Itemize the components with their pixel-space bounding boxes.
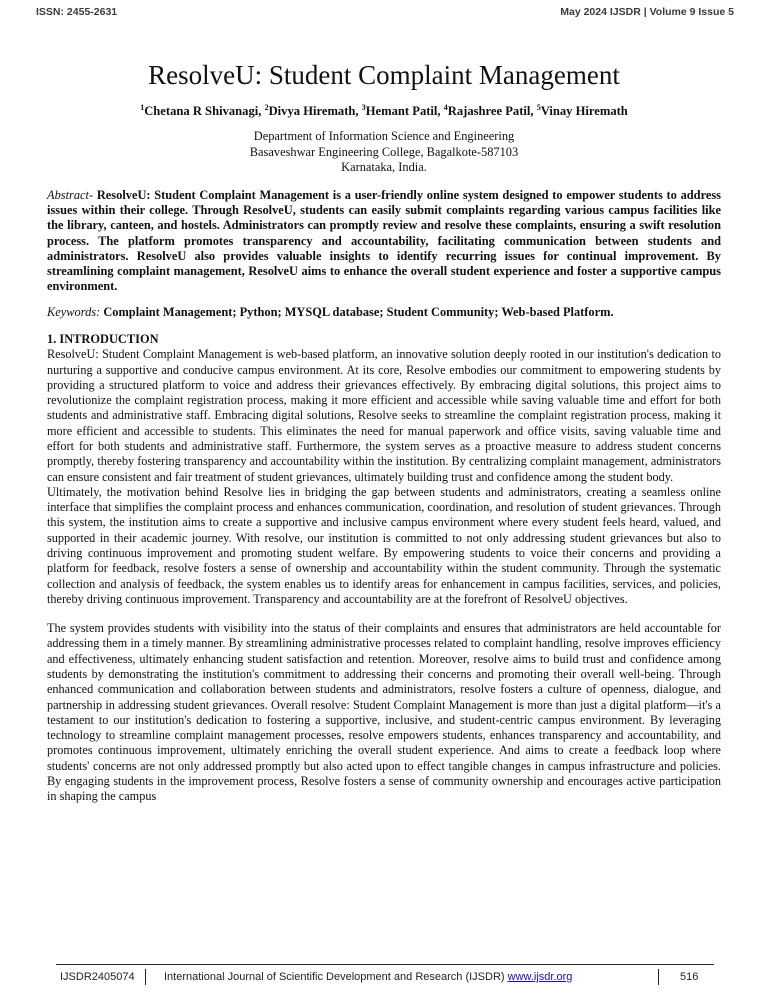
- keywords-label: Keywords:: [47, 304, 101, 319]
- footer-divider: [56, 964, 714, 965]
- affiliation: [47, 129, 721, 176]
- intro-paragraph-1: ResolveU: Student Complaint Management is web-based platform, an innovative solution deeply rooted in our institution's dedication to nurturing a supportive and conducive campus environment. At its core, Resolve embodies our commitment to empowering students by providing a structured platform to voice and address their grievances effectively. By embracing digital solutions, this project aims to revolutionize the complaint registration process, making it more efficient and accessible while saving valuable time and effort for both students and administrative staff. Embracing digital solutions, Resolve seeks to streamline the complaint registration process, making it more efficient and accessible to students. This eliminates the need for manual paperwork and office visits, saving valuable time and effort for both students and administrative staff. Furthermore, the system serves as a proactive measure to address student concerns promptly, thereby fostering transparency and accountability within the institution. By centralizing complaint management, administrators can ensure consistent and fair treatment of student grievances, ultimately building trust and confidence among the student body.: [47, 347, 721, 484]
- paper-body: [47, 58, 721, 805]
- affiliation-college: Basaveshwar Engineering College, Bagalkote-587103: [249, 144, 519, 159]
- author-4-index: 4: [443, 103, 448, 112]
- footer-journal: [164, 971, 572, 983]
- intro-paragraph-2: Ultimately, the motivation behind Resolve lies in bridging the gap between students and administrators, creating a seamless online interface that simplifies the complaint process and enhances communication, coordination, and resolution of student grievances. Through this system, the institution aims to create a supportive and inclusive campus environment where every student feels heard, valued, and supported in their academic journey. With resolve, our institution is committed to not only addressing student grievances but also to driving continuous improvement and promoting student welfare. By empowering students to voice their concerns and providing a platform for feedback, resolve fosters a sense of ownership and accountability within the student community. Through the systematic collection and analysis of feedback, the system enables us to identify areas for enhancement in campus facilities, services, and policies, thereby driving continuous improvement. Transparency and accountability are at the forefront of ResolveU objectives.: [47, 484, 721, 606]
- abstract: [47, 188, 721, 295]
- keywords-text: Complaint Management; Python; MYSQL database; Student Community; Web-based Platform.: [100, 304, 614, 319]
- author-2-index: 2: [264, 103, 269, 112]
- author-list: [47, 100, 721, 119]
- abstract-text: ResolveU: Student Complaint Management is a user-friendly online system designed to empower students to address issues within their college. Through ResolveU, students can easily submit complaints regarding various campus facilities like the library, canteen, and hostels. Administrators can promptly review and resolve these complaints, ensuring a swift resolution process. The platform promotes transparency and accountability, facilitating communication between students and administrators. ResolveU also provides valuable insights to identify recurring issues for continual improvement. By streamlining complaint management, ResolveU aims to enhance the overall student experience and foster a supportive campus environment.: [47, 187, 721, 294]
- author-2-name: Divya Hiremath,: [268, 104, 362, 119]
- author-5-index: 5: [536, 103, 541, 112]
- author-3-name: Hemant Patil,: [365, 104, 444, 119]
- author-5-name: Vinay Hiremath: [540, 104, 628, 119]
- keywords: [47, 305, 721, 320]
- header-issn: ISSN: 2455-2631: [36, 6, 118, 18]
- paper-title: ResolveU: Student Complaint Management: [148, 60, 620, 90]
- footer-page-number: 516: [680, 971, 699, 983]
- author-4-name: Rajashree Patil,: [447, 104, 537, 119]
- footer-website-link[interactable]: www.ijsdr.org: [507, 971, 573, 983]
- author-1-name: Chetana R Shivanagi,: [144, 104, 265, 119]
- footer-journal-name: International Journal of Scientific Development and Research (IJSDR): [164, 971, 508, 983]
- author-1-index: 1: [140, 103, 145, 112]
- footer-paper-id: IJSDR2405074: [60, 971, 135, 983]
- footer-separator: [145, 969, 146, 985]
- header-issue: May 2024 IJSDR | Volume 9 Issue 5: [560, 6, 734, 18]
- author-3-index: 3: [361, 103, 366, 112]
- paragraph-spacer: [47, 607, 721, 621]
- abstract-label: Abstract-: [47, 187, 94, 202]
- footer-separator: [658, 969, 659, 985]
- section-heading-introduction: 1. INTRODUCTION: [47, 332, 159, 347]
- intro-paragraph-3: The system provides students with visibility into the status of their complaints and ensures that administrators are held accountable for addressing them in a timely manner. By streamlining administrative processes related to complaint handling, resolve improves efficiency and effectiveness, ultimately enhancing student satisfaction and retention. Moreover, resolve aims to build trust and confidence among students by demonstrating the institution's commitment to addressing their concerns and promoting their overall well-being. Through enhanced communication and collaboration between students and administrators, resolve fosters a culture of openness, dialogue, and partnership in addressing student grievances. Overall resolve: Student Complaint Management is more than just a digital platform—it's a testament to our institution's dedication to fostering a supportive, inclusive, and student-centric campus environment. By leveraging technology to streamline complaint management processes, resolve empowers students, enhances transparency and accountability, and promotes continuous improvement, ultimately enriching the overall student experience. And aims to create a feedback loop where students' concerns are not only addressed promptly but also acted upon to effect tangible changes in campus infrastructure and policies. By engaging students in the improvement process, Resolve fosters a sense of community ownership and encourages active participation in shaping the campus: [47, 621, 721, 804]
- affiliation-department: Department of Information Science and Engineering: [253, 129, 515, 144]
- affiliation-location: Karnataka, India.: [341, 160, 427, 175]
